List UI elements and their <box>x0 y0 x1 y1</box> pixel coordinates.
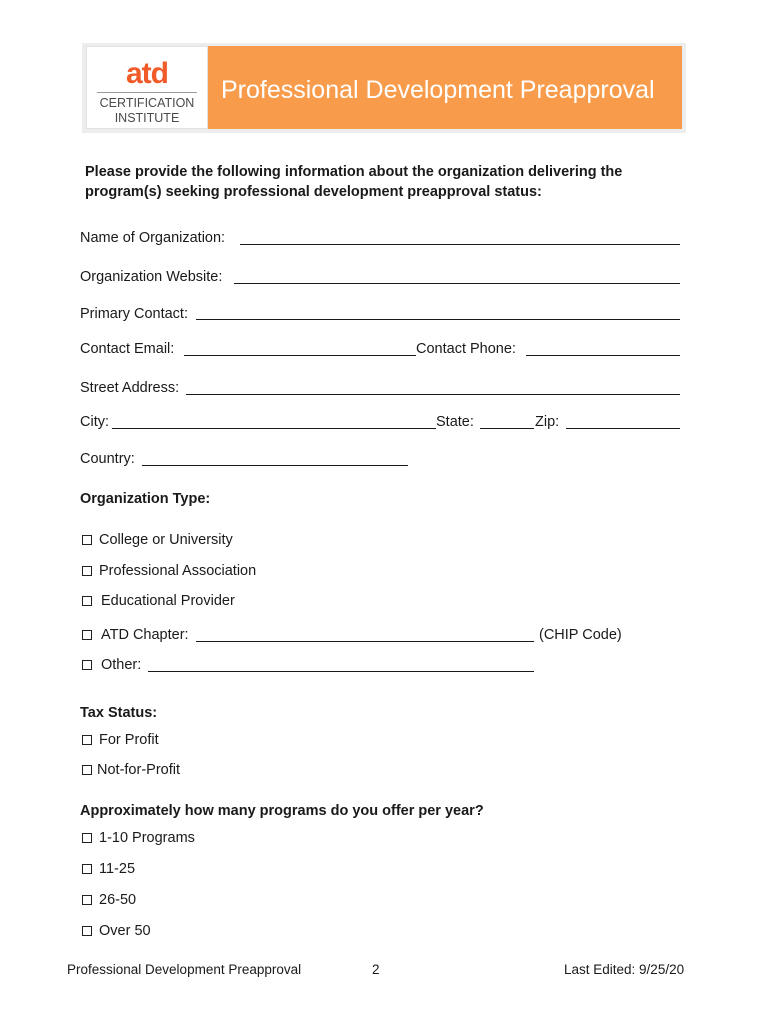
contact-email-label: Contact Email: <box>80 341 175 357</box>
atd-logo <box>86 46 208 129</box>
option-over-50-label: Over 50 <box>99 923 151 939</box>
logo-text-line1: CERTIFICATION <box>99 96 195 110</box>
checkbox-over-50[interactable] <box>82 926 92 936</box>
checkbox-11-25[interactable] <box>82 864 92 874</box>
chip-code-field[interactable] <box>196 641 534 642</box>
street-address-label: Street Address: <box>80 380 180 396</box>
zip-field[interactable] <box>566 428 680 429</box>
state-label: State: <box>436 414 474 430</box>
option-atd-chapter-label: ATD Chapter: <box>101 627 189 643</box>
option-for-profit-label: For Profit <box>99 732 159 748</box>
page-title: Professional Development Preapproval <box>221 76 655 104</box>
option-professional-association-label: Professional Association <box>99 563 257 579</box>
org-name-field[interactable] <box>240 244 680 245</box>
option-11-25-label: 11-25 <box>99 861 136 877</box>
option-college-label: College or University <box>99 532 233 548</box>
option-26-50-label: 26-50 <box>99 892 137 908</box>
checkbox-1-10[interactable] <box>82 833 92 843</box>
last-edited: Last Edited: 9/25/20 <box>564 962 685 977</box>
country-label: Country: <box>80 451 135 467</box>
checkbox-other[interactable] <box>82 660 92 670</box>
option-other-label: Other: <box>101 657 142 673</box>
checkbox-for-profit[interactable] <box>82 735 92 745</box>
option-1-10-label: 1-10 Programs <box>99 830 195 846</box>
other-field[interactable] <box>148 671 534 672</box>
checkbox-professional-association[interactable] <box>82 566 92 576</box>
country-field[interactable] <box>142 465 408 466</box>
org-type-heading: Organization Type: <box>80 491 211 507</box>
org-website-label: Organization Website: <box>80 269 223 285</box>
checkbox-college[interactable] <box>82 535 92 545</box>
checkbox-26-50[interactable] <box>82 895 92 905</box>
zip-label: Zip: <box>535 414 560 430</box>
chip-code-label: (CHIP Code) <box>539 627 622 643</box>
title-banner <box>208 46 682 129</box>
programs-heading: Approximately how many programs do you offer per year? <box>80 803 484 819</box>
intro-text: Please provide the following information about the organization delivering the program(s) seeking professional development preapproval status: <box>85 164 623 200</box>
header-banner <box>82 43 686 133</box>
footer-title: Professional Development Preapproval <box>67 962 302 977</box>
contact-email-field[interactable] <box>184 355 416 356</box>
checkbox-not-for-profit[interactable] <box>82 765 92 775</box>
tax-status-heading: Tax Status: <box>80 705 158 721</box>
contact-phone-label: Contact Phone: <box>416 341 516 357</box>
street-address-field[interactable] <box>186 394 680 395</box>
logo-mark: atd <box>126 57 168 90</box>
option-educational-provider-label: Educational Provider <box>101 593 235 609</box>
primary-contact-label: Primary Contact: <box>80 306 188 322</box>
checkbox-atd-chapter[interactable] <box>82 630 92 640</box>
contact-phone-field[interactable] <box>526 355 680 356</box>
page-number: 2 <box>372 962 380 977</box>
state-field[interactable] <box>480 428 534 429</box>
primary-contact-field[interactable] <box>196 319 680 320</box>
city-label: City: <box>80 414 109 430</box>
checkbox-educational-provider[interactable] <box>82 596 92 606</box>
city-field[interactable] <box>112 428 436 429</box>
logo-divider <box>97 92 197 93</box>
org-website-field[interactable] <box>234 283 680 284</box>
org-name-label: Name of Organization: <box>80 230 226 246</box>
option-not-for-profit-label: Not-for-Profit <box>97 762 180 778</box>
logo-text-line2: INSTITUTE <box>114 111 180 125</box>
